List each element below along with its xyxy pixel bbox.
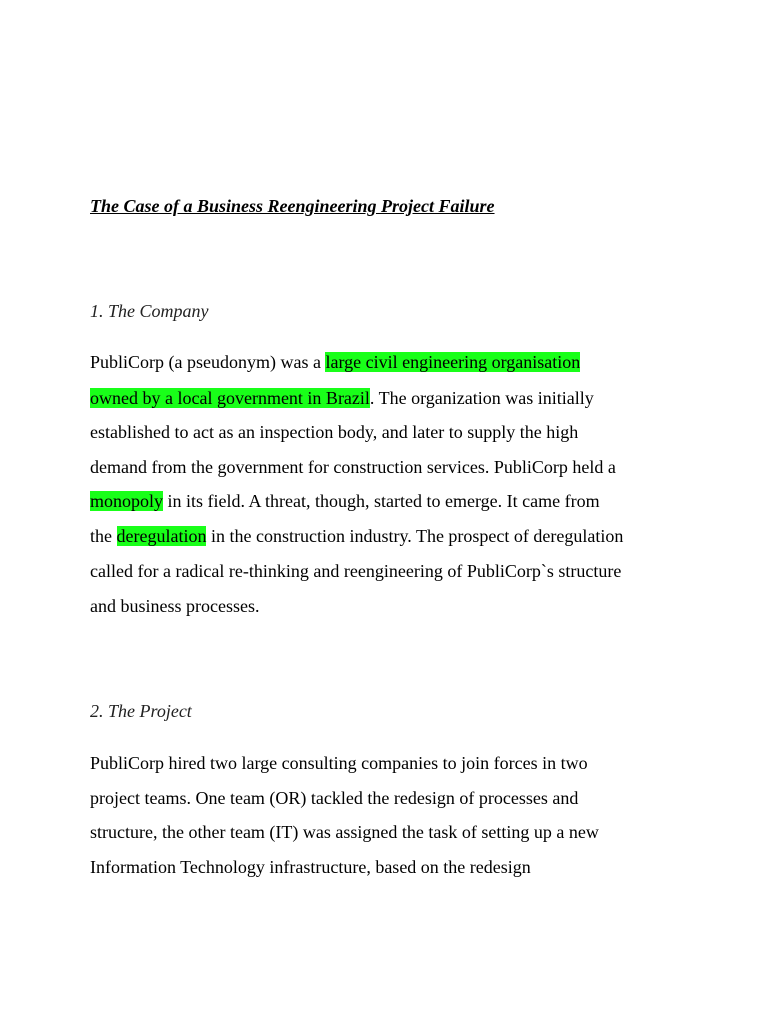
paragraph-line (90, 420, 578, 444)
highlighted-text: large civil engineering organisation (325, 352, 581, 372)
paragraph-line: structure, the other team (IT) was assigned the task of setting up a new (90, 822, 599, 842)
section-heading-project: 2. The Project (90, 701, 192, 721)
text-run: demand from the government for construction services. PubliCorp held a (90, 457, 616, 477)
paragraph-line (90, 350, 580, 374)
highlighted-text: monopoly (90, 491, 164, 511)
highlighted-text: owned by a local government in Brazil (90, 388, 370, 408)
paragraph-line (90, 559, 621, 583)
paragraph-line (90, 594, 259, 618)
text-run: in the construction industry. The prospect of deregulation (206, 526, 624, 546)
paragraph-line: PubliCorp hired two large consulting companies to join forces in two (90, 753, 588, 773)
text-run: the (90, 526, 117, 546)
paragraph-line (90, 386, 594, 410)
paragraph-line: project teams. One team (OR) tackled the redesign of processes and (90, 788, 579, 808)
text-run: and business processes. (90, 596, 260, 616)
text-run: PubliCorp (a pseudonym) was a (90, 352, 326, 372)
highlighted-text: deregulation (116, 526, 207, 546)
paragraph-line (90, 489, 600, 513)
section-heading-company: 1. The Company (90, 301, 209, 321)
text-run: established to act as an inspection body, and later to supply the high (90, 422, 579, 442)
text-run: called for a radical re-thinking and reengineering of PubliCorp`s structure (90, 561, 622, 581)
paragraph-line (90, 524, 623, 548)
paragraph-line: Information Technology infrastructure, based on the redesign (90, 857, 531, 877)
document-title: The Case of a Business Reengineering Project Failure (90, 196, 495, 216)
text-run: . The organization was initially (369, 388, 594, 408)
paragraph-line (90, 455, 616, 479)
text-run: in its field. A threat, though, started to emerge. It came from (163, 491, 600, 511)
